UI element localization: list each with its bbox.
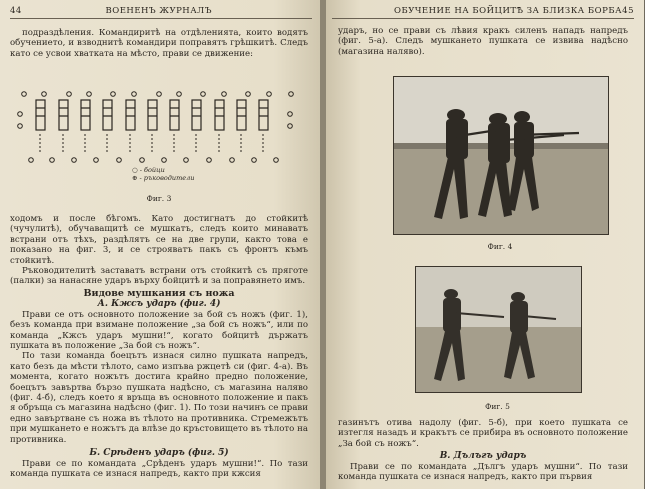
figure-3-diagram [14, 86, 304, 204]
figure-3-arrows [40, 134, 263, 154]
figure-3-caption: Фиг. 3 [146, 194, 172, 203]
figure-4-caption: Фиг. 4 [487, 242, 513, 251]
left-top-paragraph: подраздѣления. Командиритѣ на отдѣленията, които водятъ обучението, и взводнитѣ командири поправятъ грѣшкитѣ. Следъ като се усвои хватката на мѣсто, прави се движение: [10, 28, 308, 59]
figure-5-caption: Фиг. 5 [485, 402, 510, 411]
right-bottom-text [338, 418, 628, 482]
right-top-text [338, 26, 628, 57]
figure-3-legend-leaders: ⊕ - ръководители [132, 174, 195, 182]
left-top-text [10, 28, 308, 59]
subsection-c-paragraph-1: Прави се по командата „Дългъ ударъ мушни“. По тази команда пушката се изнася напредъ, както при първия [338, 461, 628, 483]
left-section [10, 289, 308, 479]
subsection-a-title: А. Кжсъ ударъ (фиг. 4) [97, 299, 221, 310]
figure-4-photo [393, 76, 609, 235]
figure-3-posts [36, 100, 268, 130]
left-mid-text [10, 214, 308, 287]
subsection-a-paragraph-2: По тази команда боецътъ изнася силно пушката напредъ, като безъ да мѣсти тѣлото, само изпъва ржцетѣ си (фиг. 4-а). Въ момента, когато ножътъ достига крайно предно положение, боецътъ завъртва бързо пушката надѣсно, съ магазина наляво (фиг. 4-б), следъ което я връща въ основното положение и пакъ я обръща съ магазина надѣсно (фиг. 1). По този начинъ се прави едно завъртване съ ножа въ тѣлото на противника. Стремежътъ при мушкането е ножътъ да влѣзе до кръстовището въ тѣлото на противника. [10, 351, 308, 445]
right-page-number: 45 [622, 6, 634, 16]
right-top-paragraph: ударъ, но се прави съ лѣвия кракъ силенъ нападъ напредъ (фиг. 5-а). Следъ мушкането пушката се извива надѣсно (магазина наляво). [338, 26, 628, 57]
subsection-b-paragraph-1: Прави се по командата „Срѣденъ ударъ мушни!“. По тази команда пушката се изнася напредъ, както при кжсия [10, 458, 308, 479]
figure-5-photo [415, 266, 582, 393]
left-page [0, 0, 322, 489]
figure-5-illustration [416, 267, 581, 392]
section-title: Видове мушкания съ ножа [83, 288, 235, 299]
figure-3-drawing [14, 86, 304, 204]
right-bottom-paragraph-1: газинътъ отива надолу (фиг. 5-б), при което пушката се изтегля назадъ и кракътъ се прибира въ основното положение „За бой съ ножъ“. [338, 418, 628, 449]
left-mid-paragraph-2: Ръководителитѣ заставатъ встрани отъ стойкитѣ съ пряготе (палки) за нанасяне ударъ върху бойцитѣ и за поправянето имъ. [10, 266, 308, 287]
subsection-c-title: В. Дълъгъ ударъ [439, 451, 527, 462]
right-running-head: ОБУЧЕНИЕ НА БОЙЦИТѢ ЗА БЛИЗКА БОРБА [394, 6, 623, 16]
subsection-a-paragraph-1: Прави се отъ основното положение за бой съ ножъ (фиг. 1), безъ команда при взимане положение „за бой съ ножъ“, или по команда „Кжсъ ударъ мушни!“, когато бойцитѣ държатъ пушката въ положение „За бой съ ножъ“. [10, 309, 308, 352]
figure-3-top-row [22, 92, 294, 97]
figure-4-illustration [394, 77, 608, 234]
left-mid-paragraph-1: ходомъ и после бѣгомъ. Като достигнатъ до стойкитѣ (чучулитѣ), обучаващитѣ се мушкатъ, следъ които минаватъ встрани отъ тѣхъ, раздѣлятъ се на две групи, както това е показано на фиг. 3, и се строяватъ пакъ съ фронтъ къмъ стойкитѣ. [10, 214, 308, 266]
figure-3-bottom-row [29, 158, 279, 163]
left-page-number: 44 [10, 6, 22, 16]
figure-3-legend-fighters: ○ - бойци [132, 166, 165, 174]
left-page-header [10, 6, 312, 19]
figure-3-legend [132, 166, 194, 182]
left-running-head: ВОЕНЕНЪ ЖУРНАЛЪ [105, 6, 212, 16]
subsection-b-title: Б. Срѣденъ ударъ (фиг. 5) [89, 448, 229, 459]
right-page-header [332, 6, 634, 19]
book-gutter [320, 0, 326, 489]
